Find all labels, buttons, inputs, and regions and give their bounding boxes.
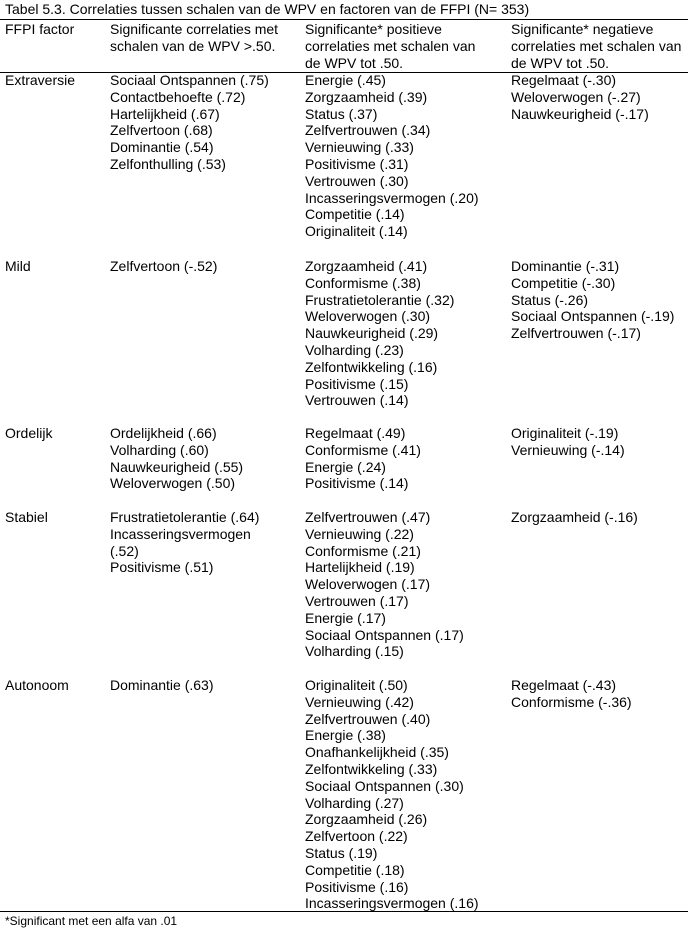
list-item: Zelfvertrouwen (-.17) [511, 325, 641, 342]
factor-label: Ordelijk [5, 425, 53, 441]
list-item: Positivisme (.16) [305, 878, 409, 895]
footnote: *Significant met een alfa van .01 [5, 914, 178, 928]
list-item: Frustratietolerantie (.32) [305, 291, 455, 308]
factor-label: Autonoom [5, 677, 69, 693]
list-item: Vertrouwen (.17) [305, 592, 409, 609]
factor-cell [5, 509, 48, 526]
list-item: Weloverwogen (-.27) [511, 88, 641, 105]
list-item: Zelfvertoon (.22) [305, 828, 408, 845]
list-item: Zelfonthulling (.53) [110, 155, 226, 172]
list-item: Dominantie (-.31) [511, 258, 620, 274]
list-item: Zelfontwikkeling (.16) [305, 358, 438, 375]
list-item: Originaliteit (-.19) [511, 425, 619, 441]
list-item: Positivisme (.51) [110, 559, 214, 576]
strong-correlations-cell [110, 677, 214, 694]
list-item: Energie (.45) [305, 72, 386, 88]
list-item: Sociaal Ontspannen (.30) [305, 777, 464, 794]
list-item: Nauwkeurigheid (.55) [110, 458, 244, 475]
list-item: Onafhankelijkheid (.35) [305, 744, 449, 761]
list-item: Sociaal Ontspannen (-.19) [511, 308, 675, 325]
negative-correlations-cell [511, 72, 649, 122]
factor-cell [5, 72, 75, 89]
list-item: Regelmaat (.49) [305, 425, 406, 441]
list-item: Nauwkeurigheid (-.17) [511, 105, 649, 122]
table-bottom-rule [0, 911, 688, 912]
list-item: Volharding (.27) [305, 794, 404, 811]
list-item: Ordelijkheid (.66) [110, 425, 217, 441]
positive-correlations-cell [305, 509, 464, 660]
strong-correlations-cell [110, 425, 243, 492]
list-item: Incasseringsvermogen (.20) [305, 189, 479, 206]
factor-cell [5, 677, 69, 694]
list-item: Contactbehoefte (.72) [110, 88, 246, 105]
list-item: Regelmaat (-.30) [511, 72, 617, 88]
negative-correlations-cell [511, 509, 638, 526]
positive-correlations-cell [305, 72, 479, 240]
list-item: Energie (.38) [305, 727, 386, 744]
list-item: Status (.37) [305, 105, 378, 122]
list-item: Originaliteit (.50) [305, 677, 408, 693]
list-item: Regelmaat (-.43) [511, 677, 617, 693]
list-item: Weloverwogen (.30) [305, 308, 431, 325]
list-item: Zorgzaamheid (.41) [305, 258, 428, 274]
list-item: Incasseringsvermogen [110, 525, 251, 542]
list-item: Sociaal Ontspannen (.75) [110, 72, 269, 88]
list-item: Weloverwogen (.17) [305, 576, 431, 593]
list-item: Conformisme (.21) [305, 542, 421, 559]
table-top-rule [0, 19, 688, 20]
list-item: Vernieuwing (.42) [305, 693, 414, 710]
list-item: Zorgzaamheid (.39) [305, 88, 428, 105]
list-item: Status (-.26) [511, 291, 589, 308]
strong-correlations-cell [110, 72, 269, 173]
factor-label: Mild [5, 258, 31, 274]
list-item: Volharding (.60) [110, 441, 209, 458]
list-item: Incasseringsvermogen (.16) [305, 895, 479, 912]
list-item: Vernieuwing (-.14) [511, 441, 625, 458]
header-strong-correlations: Significante correlaties met schalen van de WPV >.50. [110, 21, 279, 54]
list-item: Conformisme (.38) [305, 274, 421, 291]
list-item: Hartelijkheid (.67) [110, 105, 220, 122]
list-item: Vernieuwing (.22) [305, 525, 414, 542]
list-item: Positivisme (.14) [305, 475, 409, 492]
positive-correlations-cell [305, 425, 421, 492]
header-positive-correlations: Significante* positieve correlaties met schalen van de WPV tot .50. [305, 21, 476, 71]
list-item: Volharding (.15) [305, 643, 404, 660]
factor-cell [5, 425, 52, 442]
list-item: Conformisme (.41) [305, 441, 421, 458]
list-item: Frustratietolerantie (.64) [110, 509, 260, 525]
list-item: Zelfvertrouwen (.47) [305, 509, 431, 525]
list-item: Zelfvertrouwen (.34) [305, 122, 431, 139]
list-item: Zorgzaamheid (.26) [305, 811, 428, 828]
list-item: Dominantie (.63) [110, 677, 214, 693]
list-item: Vertrouwen (.30) [305, 172, 409, 189]
list-item: Zelfvertoon (-.52) [110, 258, 218, 274]
positive-correlations-cell [305, 677, 479, 912]
list-item: Energie (.24) [305, 458, 386, 475]
list-item: Status (.19) [305, 844, 378, 861]
list-item: Dominantie (.54) [110, 139, 214, 156]
list-item: Competitie (-.30) [511, 274, 616, 291]
list-item: Vertrouwen (.14) [305, 392, 409, 409]
list-item: Hartelijkheid (.19) [305, 559, 415, 576]
list-item: Zorgzaamheid (-.16) [511, 509, 638, 525]
negative-correlations-cell [511, 677, 632, 711]
list-item: Positivisme (.31) [305, 155, 409, 172]
list-item: Sociaal Ontspannen (.17) [305, 626, 464, 643]
table-caption: Tabel 5.3. Correlaties tussen schalen van de WPV en factoren van de FFPI (N= 353) [5, 1, 530, 17]
list-item: Positivisme (.15) [305, 375, 409, 392]
list-item: Nauwkeurigheid (.29) [305, 325, 439, 342]
factor-label: Stabiel [5, 509, 48, 525]
header-ffpi-factor: FFPI factor [5, 21, 75, 37]
list-item: Vernieuwing (.33) [305, 139, 414, 156]
list-item: (.52) [110, 542, 139, 559]
list-item: Weloverwogen (.50) [110, 475, 236, 492]
negative-correlations-cell [511, 258, 674, 342]
list-item: Originaliteit (.14) [305, 223, 408, 240]
list-item: Zelfvertoon (.68) [110, 122, 213, 139]
list-item: Conformisme (-.36) [511, 693, 632, 710]
list-item: Competitie (.18) [305, 861, 405, 878]
header-negative-correlations: Significante* negatieve correlaties met schalen van de WPV tot .50. [511, 21, 682, 71]
negative-correlations-cell [511, 425, 625, 459]
strong-correlations-cell [110, 509, 259, 576]
factor-cell [5, 258, 31, 275]
list-item: Competitie (.14) [305, 206, 405, 223]
list-item: Zelfvertrouwen (.40) [305, 710, 431, 727]
positive-correlations-cell [305, 258, 454, 409]
strong-correlations-cell [110, 258, 217, 275]
factor-label: Extraversie [5, 72, 76, 88]
list-item: Energie (.17) [305, 609, 386, 626]
list-item: Volharding (.23) [305, 341, 404, 358]
list-item: Zelfontwikkeling (.33) [305, 760, 438, 777]
